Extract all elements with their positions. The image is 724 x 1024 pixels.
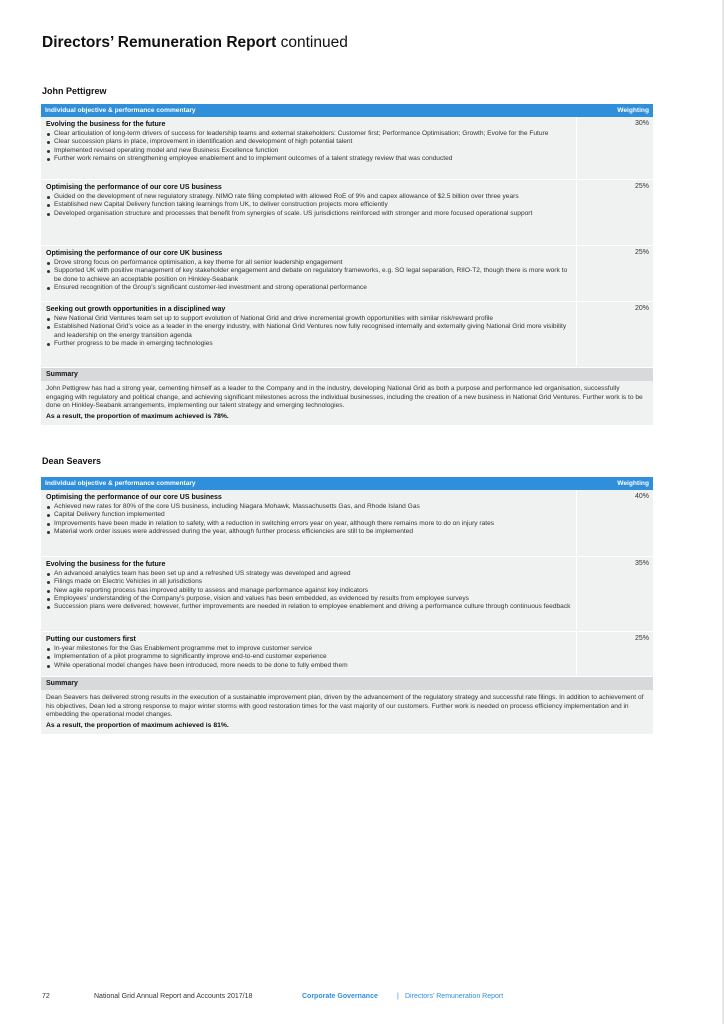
objective-row bbox=[41, 557, 653, 632]
bullet-item: Implemented revised operating model and new Business Excellence function bbox=[46, 147, 572, 155]
footer-subsection-link[interactable]: Directors’ Remuneration Report bbox=[405, 993, 504, 1000]
bullet-list bbox=[46, 130, 572, 163]
bullet-item: In-year milestones for the Gas Enablement programme met to improve customer service bbox=[46, 645, 572, 653]
objectives-table bbox=[41, 477, 653, 734]
bullet-item: Established new Capital Delivery function taking learnings from UK, to deliver construction projects more efficiently bbox=[46, 201, 572, 209]
bullet-item: Further progress to be made in emerging technologies bbox=[46, 340, 572, 348]
bullet-item: While operational model changes have been introduced, more needs to be done to fully embed them bbox=[46, 662, 572, 670]
bullet-item: Filings made on Electric Vehicles in all jurisdictions bbox=[46, 578, 572, 586]
bullet-item: Implementation of a pilot programme to significantly improve end-to-end customer experience bbox=[46, 653, 572, 661]
bullet-list bbox=[46, 315, 572, 348]
bullet-list bbox=[46, 503, 572, 536]
objective-column-header: Individual objective & performance commentary bbox=[45, 107, 196, 114]
bullet-item: Drove strong focus on performance optimisation, a key theme for all senior leadership engagement bbox=[46, 259, 572, 267]
bullet-item: Improvements have been made in relation to safety, with a reduction in switching errors year on year, although there remains more to do on injury rates bbox=[46, 520, 572, 528]
bullet-list bbox=[46, 259, 572, 292]
objective-title: Optimising the performance of our core US business bbox=[46, 494, 222, 501]
objective-row bbox=[41, 180, 653, 246]
page-title bbox=[42, 34, 348, 52]
publication-title: National Grid Annual Report and Accounts 2017/18 bbox=[94, 993, 253, 1000]
bullet-item: New National Grid Ventures team set up to support evolution of National Grid and drive incremental growth opportunities with similar risk/reward profile bbox=[46, 315, 572, 323]
weighting-value: 25% bbox=[577, 632, 653, 676]
bullet-item: Achieved new rates for 80% of the core US business, including Niagara Mohawk, Massachusetts Gas, and Rhode Island Gas bbox=[46, 503, 572, 511]
objective-row bbox=[41, 117, 653, 180]
objectives-table bbox=[41, 104, 653, 425]
person-name: Dean Seavers bbox=[42, 456, 102, 466]
bullet-item: New agile reporting process has improved ability to assess and manage performance against key indicators bbox=[46, 587, 572, 595]
bullet-list bbox=[46, 570, 572, 611]
bullet-list bbox=[46, 193, 572, 218]
bullet-item: Clear succession plans in place, improvement in identification and development of high potential talent bbox=[46, 138, 572, 146]
table-header bbox=[41, 477, 653, 490]
weighting-value: 35% bbox=[577, 557, 653, 631]
summary-text: John Pettigrew has had a strong year, cementing himself as a leader to the Company and in the industry, developing National Grid as both a purpose and performance led organisation, successfully engaging with regulatory and political change, and achieving significant milestones across the individual businesses, including the creation of a new business in National Grid Ventures. Further work is to be done on Hinkley-Seabank arrangements, implementing our talent strategy and emerging technologies. bbox=[46, 385, 643, 410]
weighting-column-header: Weighting bbox=[617, 107, 649, 114]
bullet-item: Ensured recognition of the Group’s significant customer-led investment and strong operational performance bbox=[46, 284, 572, 292]
footer-separator: | bbox=[397, 993, 399, 1000]
objective-title: Optimising the performance of our core US business bbox=[46, 184, 222, 191]
page-title-bold: Directors’ Remuneration Report bbox=[42, 34, 277, 51]
weighting-value: 30% bbox=[577, 117, 653, 179]
objective-title: Seeking out growth opportunities in a disciplined way bbox=[46, 306, 226, 313]
summary-box bbox=[41, 690, 653, 734]
person-name: John Pettigrew bbox=[42, 86, 107, 96]
bullet-item: Succession plans were delivered; however, further improvements are needed in relation to employee enablement and driving a performance culture through continuous feedback bbox=[46, 603, 572, 611]
bullet-item: Supported UK with positive management of key stakeholder engagement and debate on regulatory frameworks, e.g. SO legal separation, RIIO-T2, though there is more work to be done to achieve an acceptable position on Hinkley-Seabank bbox=[46, 267, 572, 284]
page-number: 72 bbox=[42, 993, 50, 1000]
bullet-item: An advanced analytics team has been set up and a refreshed US strategy was developed and agreed bbox=[46, 570, 572, 578]
objective-title: Evolving the business for the future bbox=[46, 561, 166, 568]
bullet-item: Employees’ understanding of the Company’s purpose, vision and values has been embedded, as evidenced by results from employee surveys bbox=[46, 595, 572, 603]
objective-row bbox=[41, 246, 653, 302]
weighting-value: 25% bbox=[577, 180, 653, 245]
summary-result: As a result, the proportion of maximum achieved is 81%. bbox=[46, 721, 229, 729]
weighting-value: 20% bbox=[577, 302, 653, 367]
objective-row bbox=[41, 490, 653, 557]
bullet-item: Material work order issues were addressed during the year, although further process efficiencies are still to be implemented bbox=[46, 528, 572, 536]
objective-title: Putting our customers first bbox=[46, 636, 136, 643]
summary-result: As a result, the proportion of maximum achieved is 78%. bbox=[46, 412, 229, 420]
summary-text: Dean Seavers has delivered strong results in the execution of a sustainable improvement plan, driven by the advancement of the regulatory strategy and successful rate filings. In addition to achievement of his objectives, Dean led a strong response to major winter storms with good restoration times for the vast majority of our customers. Further work is needed on process efficiency implementation and in embedding the operational model changes. bbox=[46, 694, 644, 719]
weighting-column-header: Weighting bbox=[617, 480, 649, 487]
summary-heading: Summary bbox=[41, 368, 653, 381]
table-header bbox=[41, 104, 653, 117]
weighting-value: 40% bbox=[577, 490, 653, 556]
objective-title: Optimising the performance of our core UK business bbox=[46, 250, 223, 257]
bullet-item: Guided on the development of new regulatory strategy. NIMO rate filing completed with allowed RoE of 9% and capex allowance of $2.5 billion over three years bbox=[46, 193, 572, 201]
bullet-item: Established National Grid’s voice as a leader in the energy industry, with National Grid Ventures now fully recognised internally and externally giving National Grid more visibility and leadership on the energy transition agenda bbox=[46, 323, 572, 340]
bullet-item: Clear articulation of long-term drivers of success for leadership teams and external stakeholders: Customer first; Performance Optimisation; Growth; Evolve for the Future bbox=[46, 130, 572, 138]
summary-heading: Summary bbox=[41, 677, 653, 690]
objective-row bbox=[41, 632, 653, 677]
objective-title: Evolving the business for the future bbox=[46, 121, 166, 128]
weighting-value: 25% bbox=[577, 246, 653, 301]
bullet-item: Capital Delivery function implemented bbox=[46, 511, 572, 519]
bullet-item: Developed organisation structure and processes that benefit from synergies of scale. US jurisdictions reinforced with stronger and more focused operational support bbox=[46, 210, 572, 218]
objective-row bbox=[41, 302, 653, 368]
summary-box bbox=[41, 381, 653, 425]
footer-section-link[interactable]: Corporate Governance bbox=[302, 993, 378, 1000]
bullet-list bbox=[46, 645, 572, 670]
objective-column-header: Individual objective & performance commentary bbox=[45, 480, 196, 487]
page-title-continued: continued bbox=[276, 34, 348, 51]
bullet-item: Further work remains on strengthening employee enablement and to implement outcomes of a talent strategy review that was conducted bbox=[46, 155, 572, 163]
